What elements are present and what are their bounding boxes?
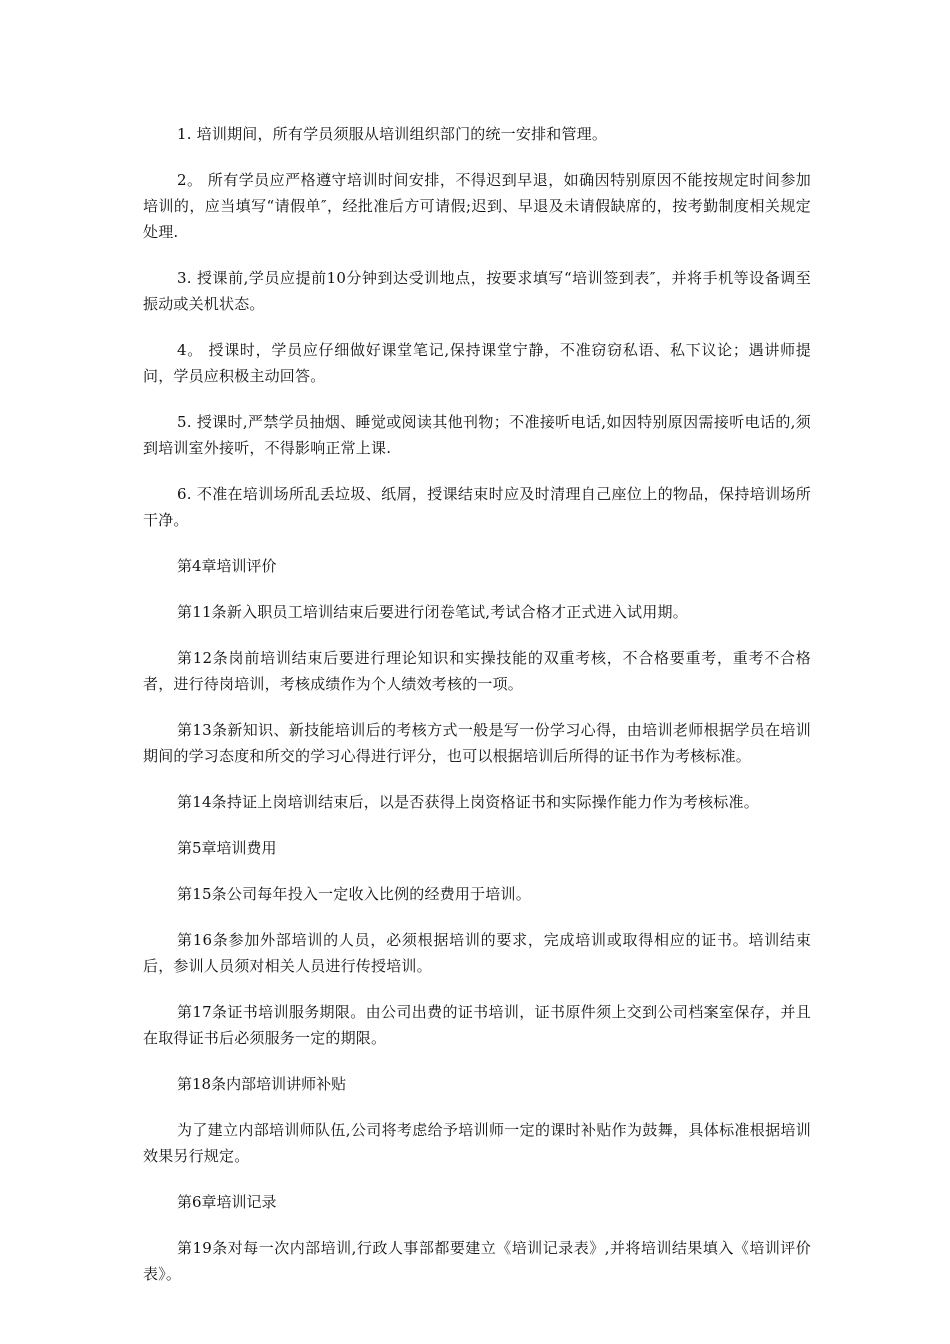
- chapter-4-heading: 第4章培训评价: [177, 557, 277, 575]
- article-12: 第12条岗前培训结束后要进行理论知识和实操技能的双重考核，不合格要重考，重考不合格者，进行待岗培训，考核成绩作为个人绩效考核的一项。: [143, 649, 811, 693]
- rule-paragraph-2: 2。 所有学员应严格遵守培训时间安排，不得迟到早退，如确因特别原因不能按规定时间参加培训的，应当填写“请假单″，经批准后方可请假;迟到、早退及未请假缺席的，按考勤制度相关规定处理.: [143, 171, 811, 241]
- chapter-5-heading: 第5章培训费用: [177, 839, 277, 857]
- article-18-body: 为了建立内部培训师队伍,公司将考虑给予培训师一定的课时补贴作为鼓舞，具体标准根据培训效果另行规定。: [143, 1121, 811, 1165]
- document-page: [143, 121, 811, 1307]
- rule-paragraph-3: 3. 授课前,学员应提前10分钟到达受训地点，按要求填写“培训签到表″，并将手机等设备调至振动或关机状态。: [143, 269, 811, 313]
- article-17: 第17条证书培训服务期限。由公司出费的证书培训，证书原件须上交到公司档案室保存，并且在取得证书后必须服务一定的期限。: [143, 1003, 811, 1047]
- rule-paragraph-4: 4。 授课时，学员应仔细做好课堂笔记,保持课堂宁静，不准窃窃私语、私下议论；遇讲师提问，学员应积极主动回答。: [143, 341, 811, 385]
- article-18-heading: 第18条内部培训讲师补贴: [177, 1075, 347, 1093]
- article-19: 第19条对每一次内部培训,行政人事部都要建立《培训记录表》,并将培训结果填入《培训评价表》。: [143, 1239, 811, 1283]
- article-16: 第16条参加外部培训的人员，必须根据培训的要求，完成培训或取得相应的证书。培训结束后，参训人员须对相关人员进行传授培训。: [143, 931, 811, 975]
- chapter-6-heading: 第6章培训记录: [177, 1193, 277, 1211]
- article-13: 第13条新知识、新技能培训后的考核方式一般是写一份学习心得，由培训老师根据学员在培训期间的学习态度和所交的学习心得进行评分，也可以根据培训后所得的证书作为考核标准。: [143, 721, 811, 765]
- article-11: 第11条新入职员工培训结束后要进行闭卷笔试,考试合格才正式进入试用期。: [177, 603, 688, 621]
- rule-paragraph-1: 1. 培训期间，所有学员须服从培训组织部门的统一安排和管理。: [177, 125, 608, 143]
- rule-paragraph-5: 5. 授课时,严禁学员抽烟、睡觉或阅读其他刊物；不准接听电话,如因特别原因需接听电话的,须到培训室外接听，不得影响正常上课.: [143, 413, 811, 457]
- article-14: 第14条持证上岗培训结束后，以是否获得上岗资格证书和实际操作能力作为考核标准。: [177, 793, 759, 811]
- rule-paragraph-6: 6. 不准在培训场所乱丢垃圾、纸屑，授课结束时应及时清理自己座位上的物品，保持培训场所干净。: [143, 485, 811, 529]
- article-15: 第15条公司每年投入一定收入比例的经费用于培训。: [177, 885, 531, 903]
